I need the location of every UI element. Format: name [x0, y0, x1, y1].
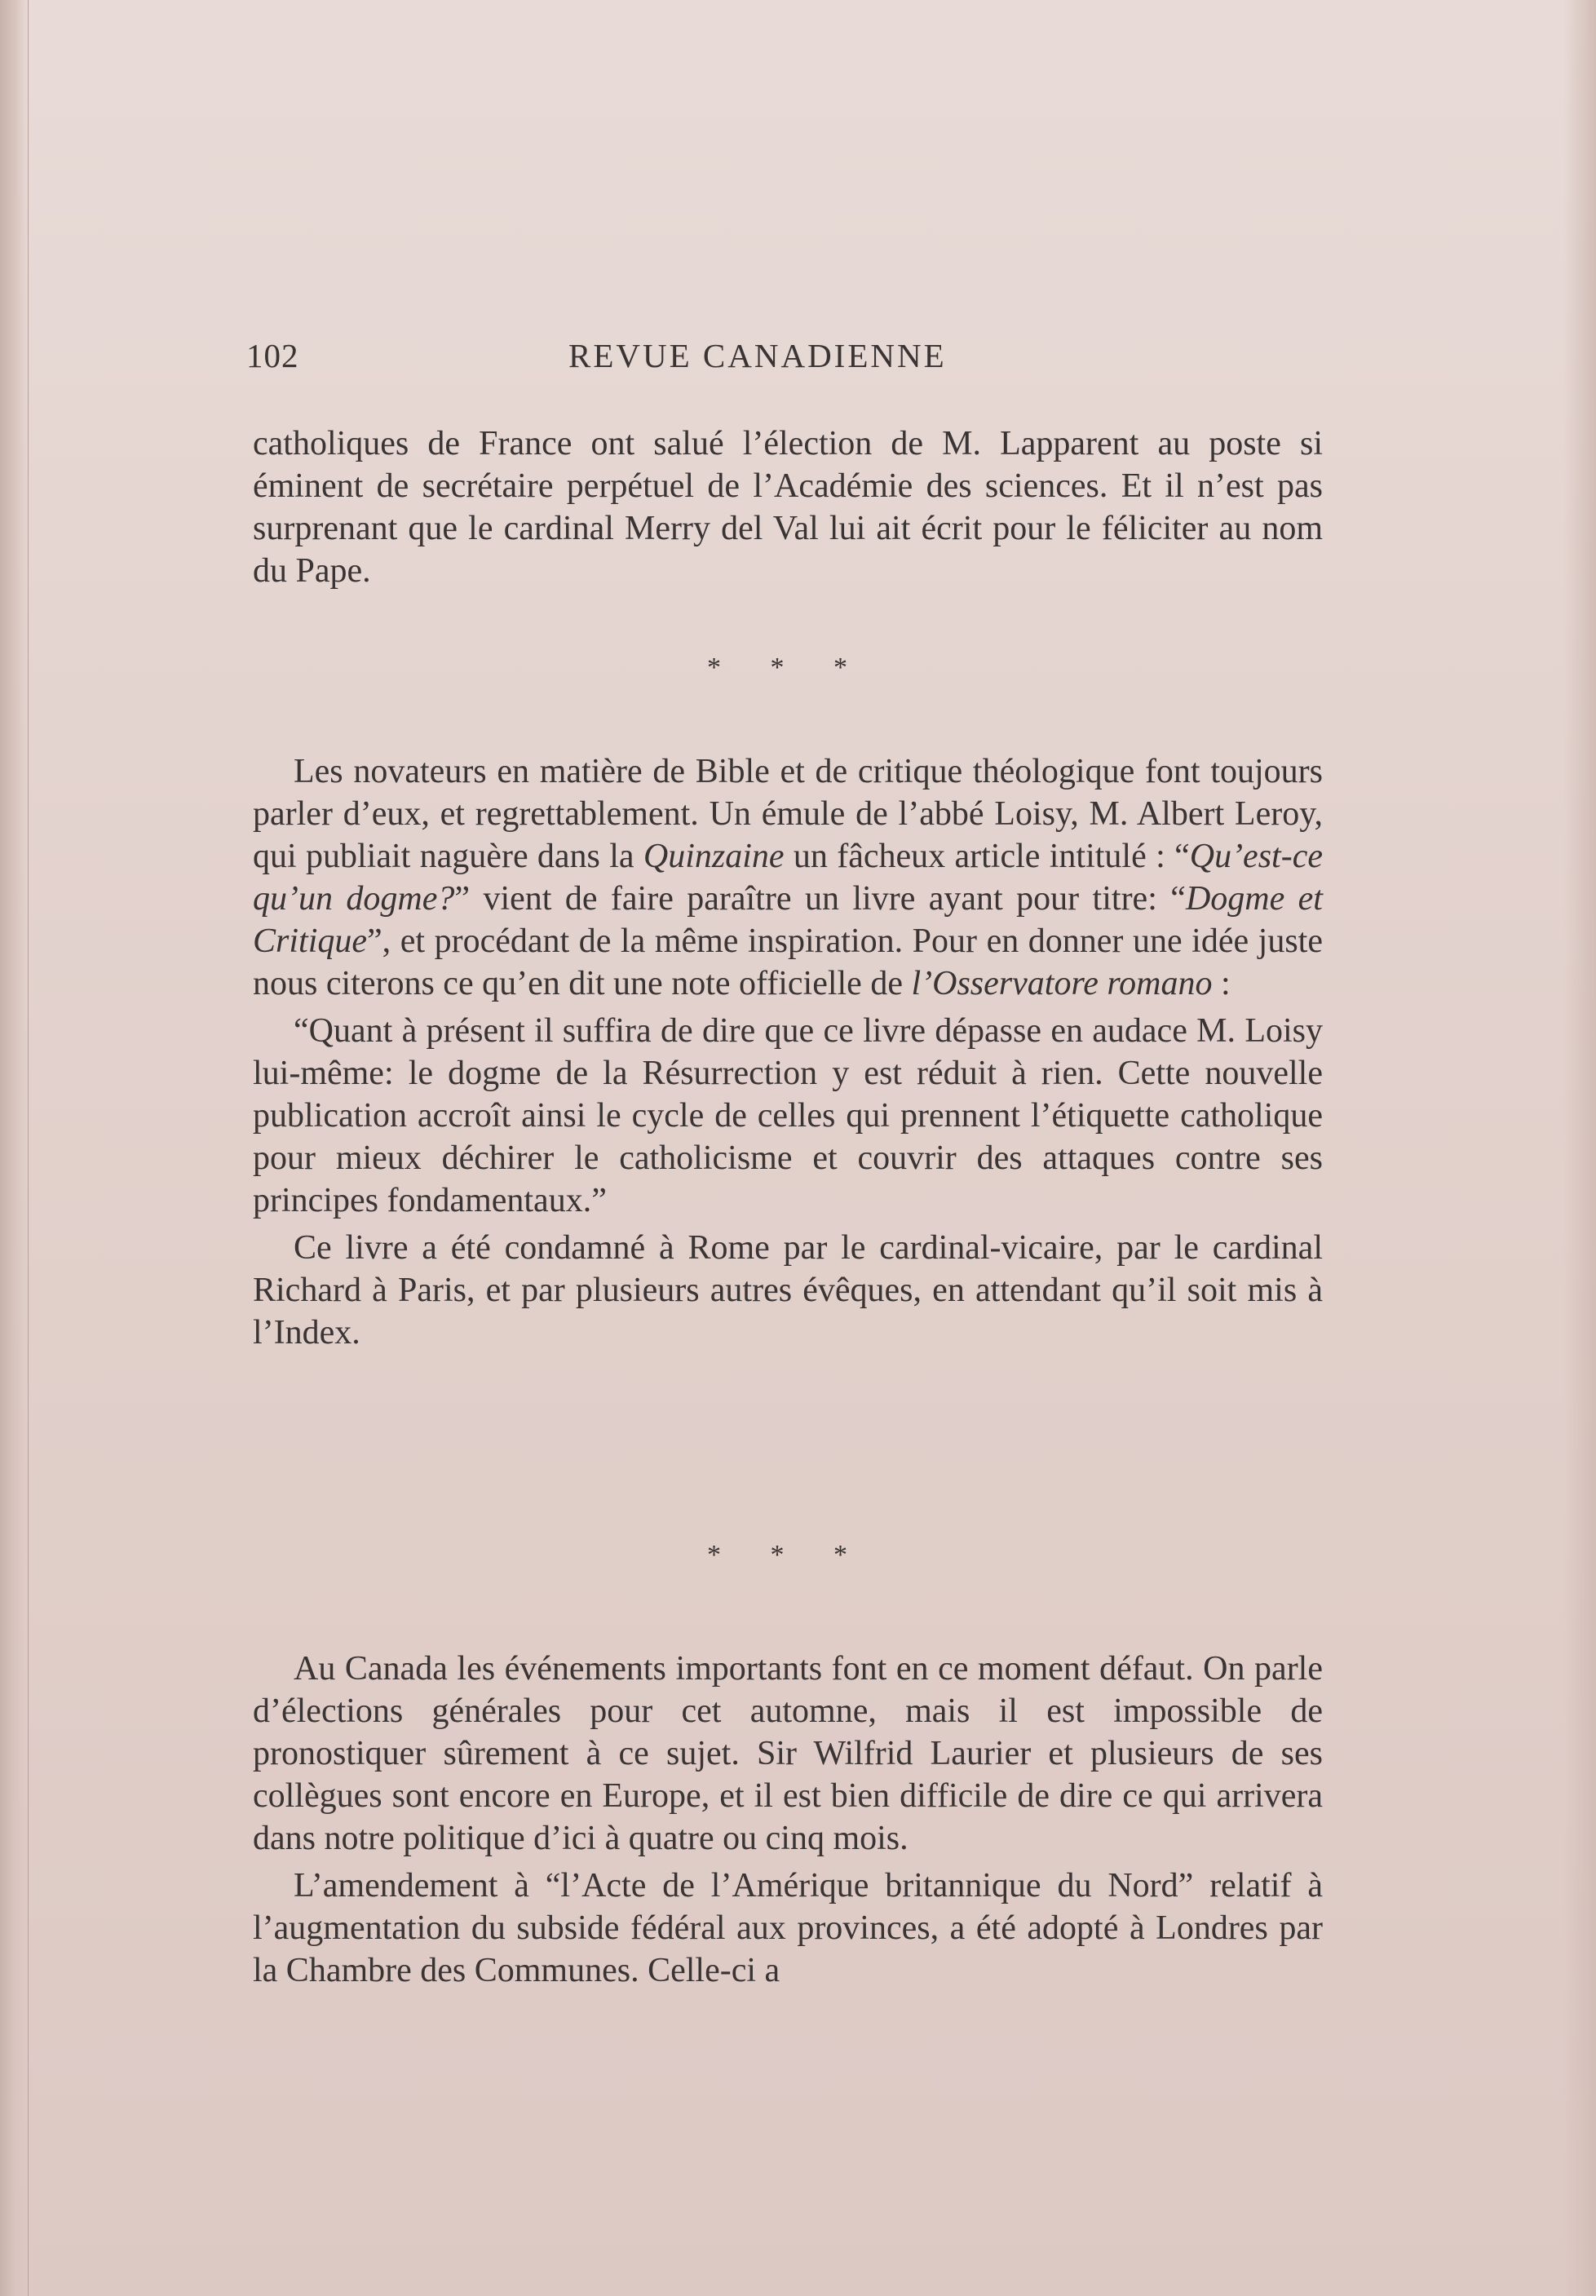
section-divider-1: * * * — [707, 653, 869, 683]
paragraph: Ce livre a été condamné à Rome par le cardinal-vicaire, par le cardinal Richard à Paris, et par plusieurs autres évêques, en attendant qu’il soit mis à l’Index. — [253, 1229, 1323, 1351]
page-right-edge — [1563, 0, 1596, 2296]
article-title: Qu’est-ce qu’un dogme? — [253, 838, 1323, 918]
section-3 — [253, 1648, 1323, 1997]
paragraph: Au Canada les événements importants font en ce moment défaut. On parle d’élections générales pour cet automne, mais il est impossible de pronostiquer sûrement à ce sujet. Sir Wilfrid Laurier et plusieurs de ses collègues sont encore en Europe, et il est bien difficile de dire ce qui arrivera dans notre politique d’ici à quatre ou cinq mois. — [253, 1650, 1323, 1857]
section-2 — [253, 750, 1323, 1359]
running-header — [246, 336, 1323, 385]
paragraph: L’amendement à “l’Acte de l’Amérique britannique du Nord” relatif à l’augmentation du subside fédéral aux provinces, a été adopté à Londres par la Chambre des Communes. Celle-ci a — [253, 1867, 1323, 1989]
binding-edge — [0, 0, 29, 2296]
journal-title-quinzaine: Quinzaine — [643, 838, 785, 875]
journal-title-osservatore: l’Osservatore romano — [911, 965, 1213, 1002]
section-divider-2: * * * — [707, 1540, 869, 1570]
book-title: Dogme et Critique — [253, 880, 1323, 960]
paragraph: catholiques de France ont salué l’élection de M. Lapparent au poste si éminent de secrétaire perpétuel de l’Académie des sciences. Et il n’est pas surprenant que le cardinal Merry del Val lui ait écrit pour le féliciter au nom du Pape. — [253, 425, 1323, 590]
running-title: REVUE CANADIENNE — [568, 337, 947, 374]
section-1 — [253, 422, 1323, 597]
quotation-paragraph: “Quant à présent il suffira de dire que ce livre dépasse en audace M. Loisy lui-même: le dogme de la Résurrection y est réduit à rien. Cette nouvelle publication accroît ainsi le cycle de celles qui prennent l’étiquette catholique pour mieux déchirer le catholicisme et couvrir des attaques contre ses principes fondamentaux.” — [253, 1012, 1323, 1219]
page-number: 102 — [246, 337, 299, 374]
paragraph: Les novateurs en matière de Bible et de critique théologique font toujours parler d’eux, et regrettablement. Un émule de l’abbé Loisy, M. Albert Leroy, qui publiait naguère dans la Quinzaine un fâcheux article intitulé : “Qu’est-ce qu’un dogme?” vient de faire paraître un livre ayant pour titre: “Dogme et Critique”, et procédant de la même inspiration. Pour en donner une idée juste nous citerons ce qu’en dit une note officielle de l’Osservatore romano : — [253, 753, 1323, 1002]
